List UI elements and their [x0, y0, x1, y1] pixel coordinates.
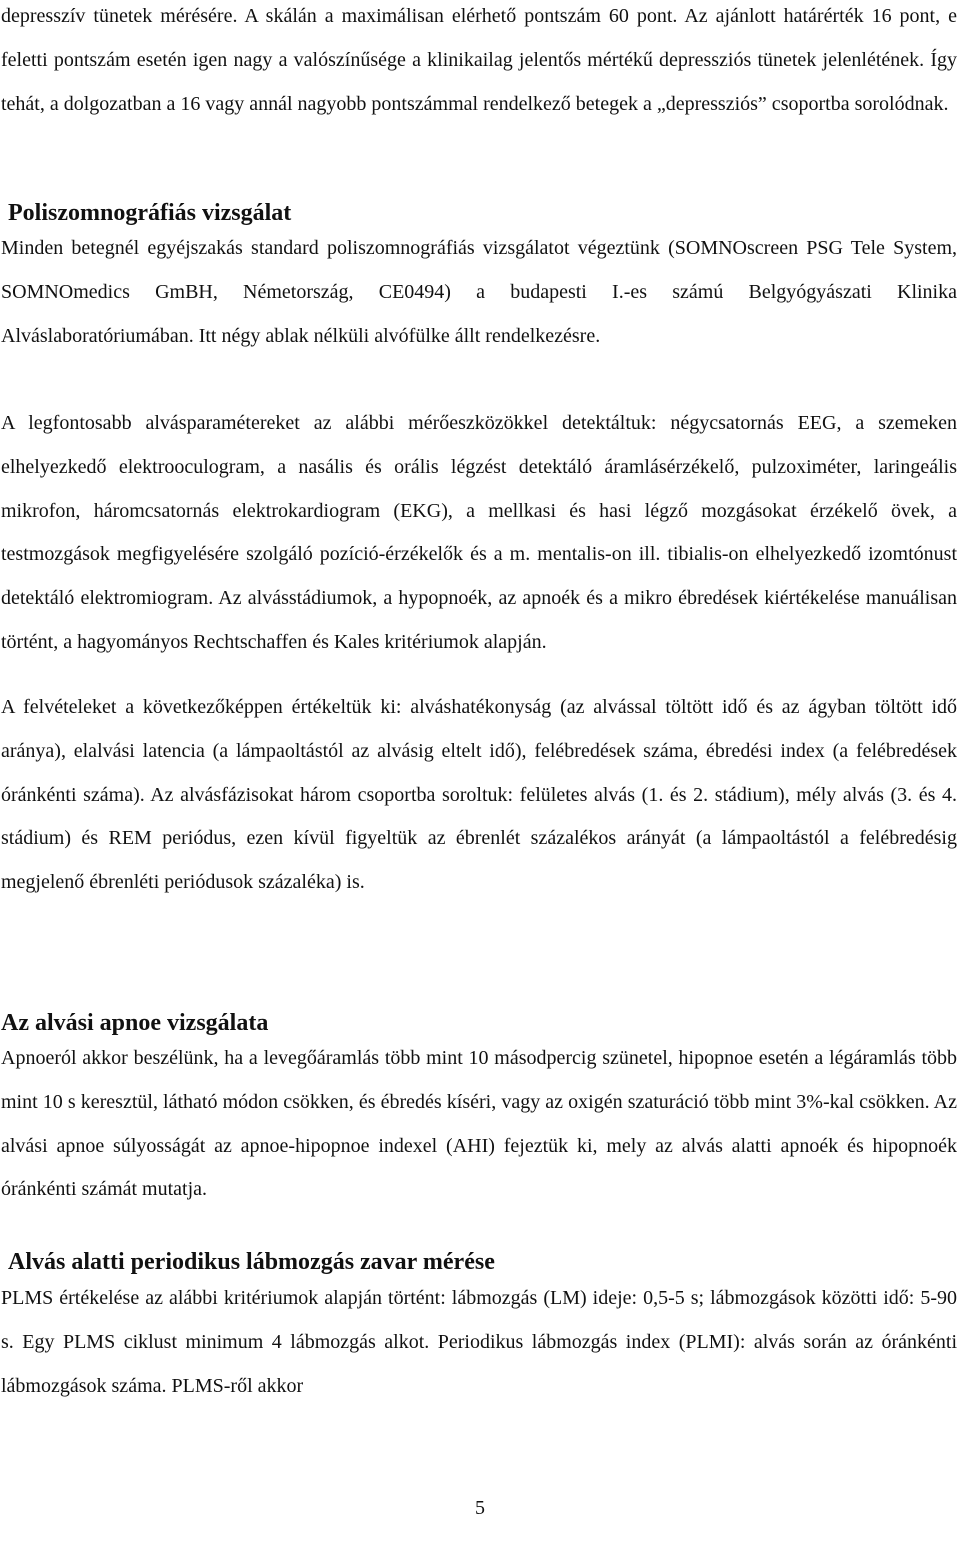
plms-paragraph: PLMS értékelése az alábbi kritériumok alapján történt: lábmozgás (LM) ideje: 0,5-5 s; lábmozgások közötti idő: 5-90 s. Egy PLMS ciklust minimum 4 lábmozgás alkot. Periodikus lábmozgás index (PLMI): alvás során az óránkénti lábmozgások száma. PLMS-ről akkor — [1, 1287, 957, 1397]
intro-paragraph: depresszív tünetek mérésére. A skálán a maximálisan elérhető pontszám 60 pont. Az ajánlott határérték 16 pont, e feletti pontszám esetén igen nagy a valószínűsége a klinikailag jelentős mértékű depressziós tünetek jelenlétének. Így tehát, a dolgozatban a 16 vagy annál nagyobb pontszámmal rendelkező betegek a „depressziós” csoportba sorolódnak. — [1, 5, 957, 115]
section-heading-sleep-apnea: Az alvási apnoe vizsgálata — [1, 1010, 269, 1036]
sleep-apnea-paragraph: Apnoeról akkor beszélünk, ha a levegőáramlás több mint 10 másodpercig szünetel, hipopnoe esetén a légáramlás több mint 10 s keresztül, látható módon csökken, és ébredés kíséri, vagy az oxigén szaturáció több mint 3%-kal csökken. Az alvási apnoe súlyosságát az apnoe-hipopnoe indexel (AHI) fejeztük ki, mely az alvás alatti apnoék és hipopnoék óránkénti számát mutatja. — [1, 1047, 957, 1201]
polysomnography-paragraph-1: Minden betegnél egyéjszakás standard poliszomnográfiás vizsgálatot végeztünk (SOMNOscreen PSG Tele System, SOMNOmedics GmBH, Németország, CE0494) a budapesti I.-es számú Belgyógyászati Klinika Alváslaboratóriumában. Itt négy ablak nélküli alvófülke állt rendelkezésre. — [1, 237, 957, 347]
page-number: 5 — [475, 1497, 485, 1519]
section-heading-plms: Alvás alatti periodikus lábmozgás zavar mérése — [8, 1249, 495, 1275]
polysomnography-paragraph-2: A legfontosabb alvásparamétereket az alábbi mérőeszközökkel detektáltuk: négycsatornás EEG, a szemeken elhelyezkedő elektrooculogram, a nasális és orális légzést detektáló áramlásérzékelő, pulzoximéter, laringeális mikrofon, háromcsatornás elektrokardiogram (EKG), a mellkasi és hasi légző mozgásokat érzékelő övek, a testmozgások megfigyelésére szolgáló pozíció-érzékelők és a m. mentalis-on ill. tibialis-on elhelyezkedő izomtónust detektáló elektromiogram. Az alvásstádiumok, a hypopnoék, az apnoék és a mikro ébredések kiértékelése manuálisan történt, a hagyományos Rechtschaffen és Kales kritériumok alapján. — [1, 412, 957, 653]
section-heading-polysomnography: Poliszomnográfiás vizsgálat — [8, 200, 292, 226]
polysomnography-paragraph-3: A felvételeket a következőképpen értékeltük ki: alváshatékonyság (az alvással töltött idő és az ágyban töltött idő aránya), elalvási latencia (a lámpaoltástól az alvásig eltelt idő), felébredések száma, ébredési index (a felébredések óránkénti száma). Az alvásfázisokat három csoportba soroltuk: felületes alvás (1. és 2. stádium), mély alvás (3. és 4. stádium) és REM periódus, ezen kívül figyeltük az ébrenlét százalékos arányát (a lámpaoltástól a felébredésig megjelenő ébrenléti periódusok százaléka) is. — [1, 696, 957, 894]
